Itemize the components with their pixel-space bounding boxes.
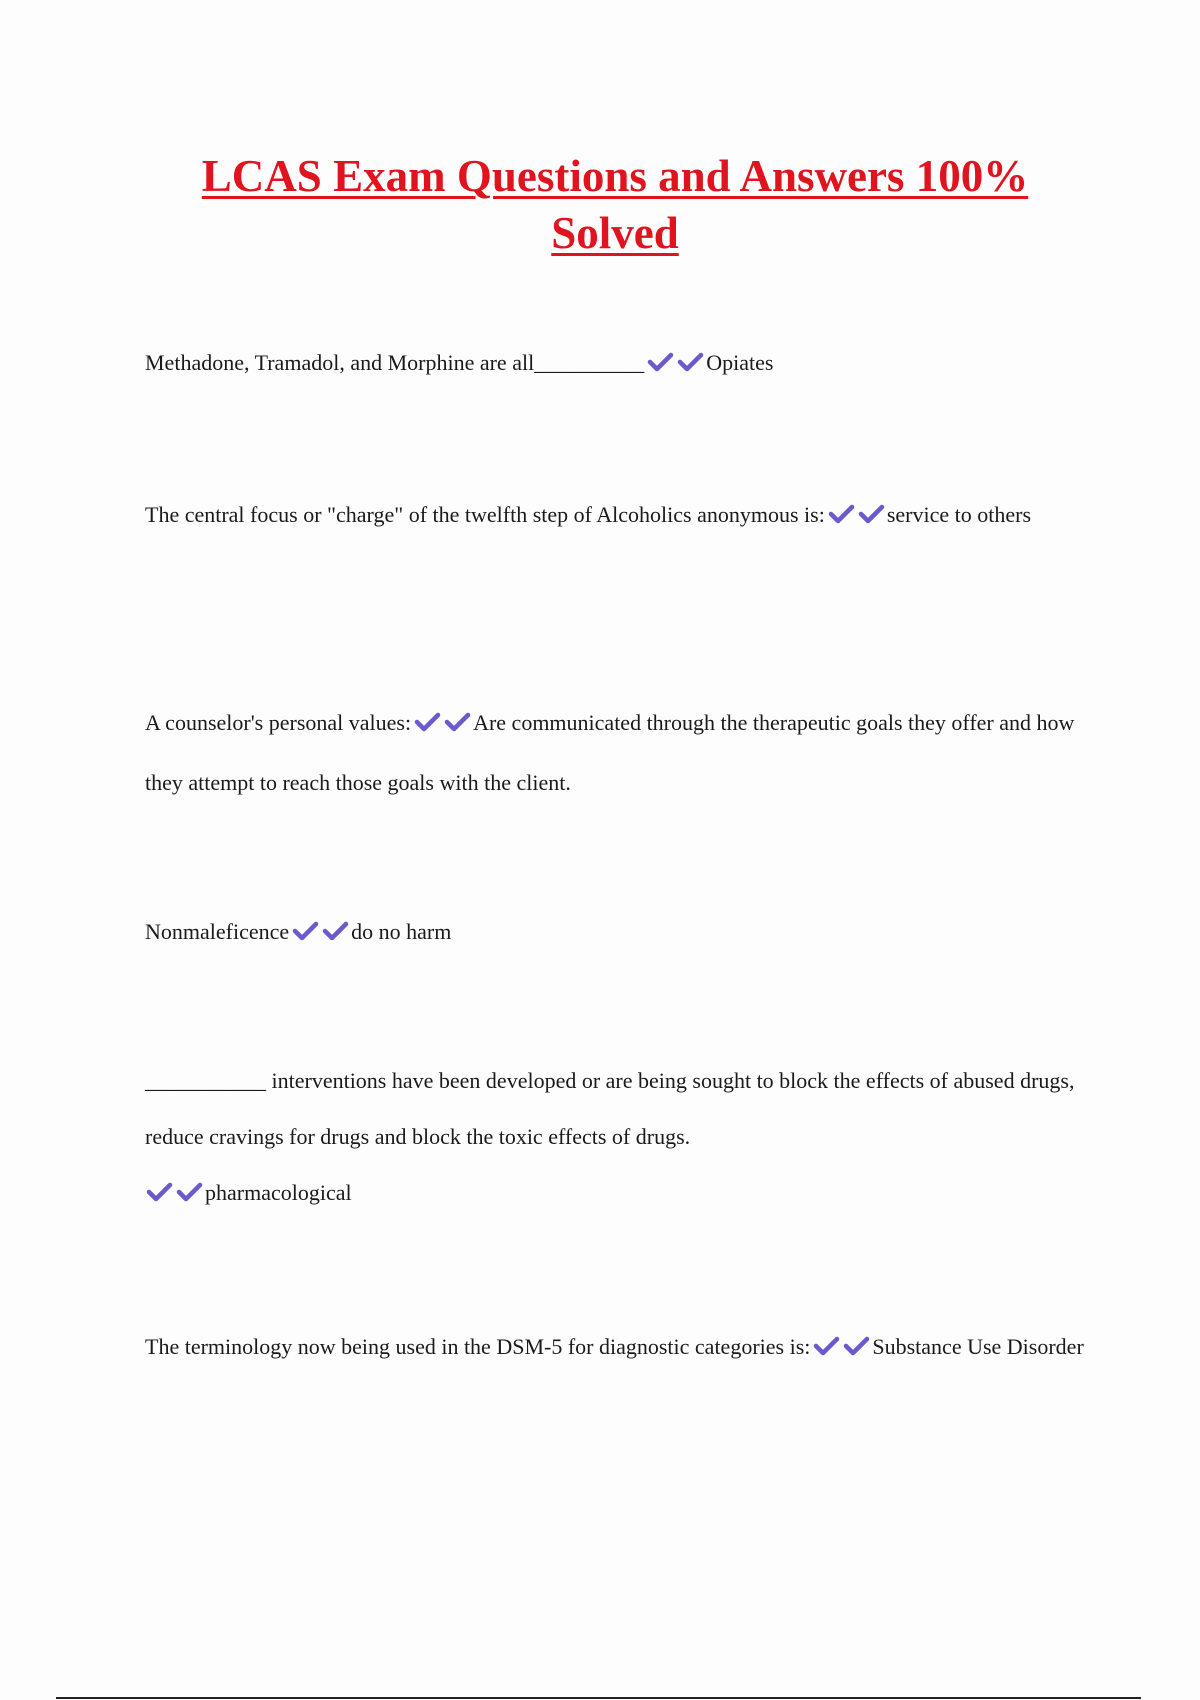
answer-text: pharmacological bbox=[205, 1180, 352, 1205]
qa-item bbox=[145, 1053, 1085, 1221]
question-text: ___________ interventions have been developed or are being sought to block the effects of abused drugs, reduce cravings for drugs and block the toxic effects of drugs. bbox=[145, 1068, 1075, 1149]
answer-text: Substance Use Disorder bbox=[872, 1334, 1084, 1359]
qa-item bbox=[145, 333, 1085, 393]
answer-text: service to others bbox=[886, 502, 1031, 527]
check-icon bbox=[175, 1181, 203, 1203]
check-icon bbox=[646, 351, 674, 373]
question-text: Methadone, Tramadol, and Morphine are all__________ bbox=[145, 350, 645, 375]
check-icon bbox=[676, 351, 704, 373]
check-icon bbox=[857, 503, 885, 525]
answer-text: Opiates bbox=[706, 350, 774, 375]
page-title: LCAS Exam Questions and Answers 100% Solved bbox=[201, 151, 1029, 258]
qa-item bbox=[145, 1317, 1085, 1377]
question-text: Nonmaleficence bbox=[145, 919, 290, 944]
qa-item bbox=[145, 693, 1085, 813]
qa-item bbox=[145, 485, 1085, 545]
question-text: The central focus or "charge" of the twelfth step of Alcoholics anonymous is: bbox=[145, 502, 825, 527]
check-icon bbox=[321, 920, 349, 942]
check-icon bbox=[291, 920, 319, 942]
answer-text: Are communicated through the therapeutic goals they offer and how they attempt to reach those goals with the client. bbox=[145, 710, 1075, 795]
qa-item bbox=[145, 902, 1085, 962]
check-icon bbox=[443, 711, 471, 733]
check-icon bbox=[827, 503, 855, 525]
check-icon bbox=[842, 1335, 870, 1357]
question-text: The terminology now being used in the DSM-5 for diagnostic categories is: bbox=[145, 1334, 811, 1359]
footer-divider bbox=[56, 1697, 1141, 1699]
check-icon bbox=[413, 711, 441, 733]
answer-text: do no harm bbox=[351, 919, 452, 944]
question-text: A counselor's personal values: bbox=[145, 710, 412, 735]
check-icon bbox=[145, 1181, 173, 1203]
check-icon bbox=[812, 1335, 840, 1357]
